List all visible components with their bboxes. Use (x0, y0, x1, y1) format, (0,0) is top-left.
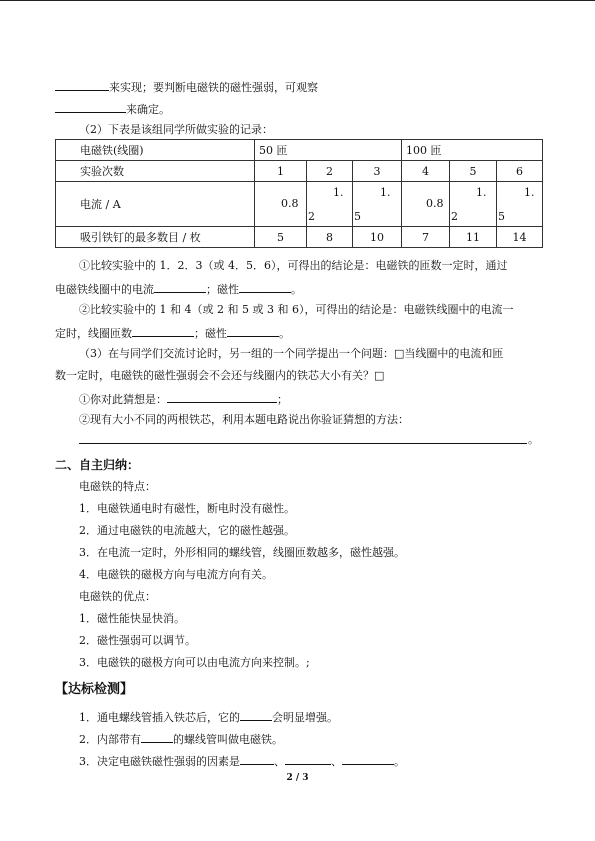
advantages-title: 电磁铁的优点： (79, 590, 156, 603)
intro-line-3: （2）下表是该组同学所做实验的记录： (79, 123, 273, 136)
answer-blank[interactable] (55, 101, 126, 113)
check-question-1: 1．通电螺线管插入铁芯后，它的 会明显增强。 (79, 711, 338, 724)
table-cell: 5 (450, 161, 497, 182)
table-row (56, 227, 543, 248)
features-title: 电磁铁的特点： (79, 480, 156, 493)
experiment-record-table (55, 139, 543, 248)
table-cell: 1. 2 (450, 182, 497, 227)
question-1-line-b: 电磁铁线圈中的电流 ；磁性 。 (55, 283, 302, 296)
feature-item: 4．电磁铁的磁极方向与电流方向有关。 (79, 568, 273, 581)
answer-blank[interactable] (240, 709, 272, 721)
intro-line-1: 来实现；要判断电磁铁的磁性强弱，可观察 (55, 79, 318, 95)
question-1-line-a: ①比较实验中的 1．2．3（或 4．5．6），可得出的结论是：电磁铁的匝数一定时，通过 (79, 259, 508, 272)
table-cell: 0.8 (402, 182, 450, 227)
page-top-border (0, 0, 595, 1)
table-cell: 0.8 (255, 182, 307, 227)
feature-item: 1．电磁铁通电时有磁性，断电时没有磁性。 (79, 502, 295, 515)
table-cell: 3 (353, 161, 402, 182)
advantage-item: 2．磁性强弱可以调节。 (79, 634, 196, 647)
answer-blank[interactable] (342, 753, 394, 765)
question-2-line-a: ②比较实验中的 1 和 4（或 2 和 5 或 3 和 6），可得出的结论是：电磁铁线圈中的电流一 (79, 303, 514, 316)
answer-blank[interactable] (240, 753, 274, 765)
feature-item: 2．通过电磁铁的电流越大，它的磁性越强。 (79, 524, 295, 537)
table-header-coil: 电磁铁(线圈) (56, 140, 255, 161)
answer-blank[interactable] (167, 391, 277, 403)
table-label-nails: 吸引铁钉的最多数目 / 枚 (56, 227, 255, 248)
feature-item: 3．在电流一定时，外形相同的螺线管，线圈匝数越多，磁性越强。 (79, 546, 405, 559)
answer-blank[interactable] (132, 325, 194, 337)
answer-line-end: 。 (528, 433, 539, 446)
question-3-guess: ①你对此猜想是： ； (79, 393, 288, 406)
check-question-3: 3．决定电磁铁磁性强弱的因素是 、 、 。 (79, 755, 405, 768)
table-cell: 14 (497, 227, 543, 248)
answer-blank[interactable] (141, 731, 173, 743)
table-label-trials: 实验次数 (56, 161, 255, 182)
table-cell: 2 (307, 161, 353, 182)
section-3-heading: 【达标检测】 (55, 682, 134, 697)
answer-blank[interactable] (285, 753, 331, 765)
section-2-heading: 二、自主归纳： (55, 458, 140, 472)
table-group-50: 50 匝 (255, 140, 402, 161)
table-row (56, 140, 543, 161)
table-cell: 5 (255, 227, 307, 248)
question-3-method: ②现有大小不同的两根铁芯，利用本题电路说出你验证猜想的方法： (79, 413, 409, 426)
table-row (56, 161, 543, 182)
answer-blank[interactable] (55, 79, 109, 91)
table-cell: 1. 5 (497, 182, 543, 227)
table-cell: 1 (255, 161, 307, 182)
answer-blank[interactable] (227, 325, 279, 337)
table-cell: 10 (353, 227, 402, 248)
table-cell: 4 (402, 161, 450, 182)
table-row (56, 182, 543, 227)
table-cell: 1. 5 (353, 182, 402, 227)
answer-line[interactable] (79, 443, 527, 444)
page-number: 2 / 3 (286, 773, 309, 783)
table-cell: 1. 2 (307, 182, 353, 227)
table-cell: 11 (450, 227, 497, 248)
intro-line-2: 来确定。 (55, 101, 170, 117)
advantage-item: 3．电磁铁的磁极方向可以由电流方向来控制。; (79, 656, 310, 669)
table-cell: 6 (497, 161, 543, 182)
table-label-current: 电流 / A (56, 182, 255, 227)
advantage-item: 1．磁性能快显快消。 (79, 612, 185, 625)
answer-blank[interactable] (239, 281, 291, 293)
question-2-line-b: 定时，线圈匝数 ；磁性 。 (55, 327, 290, 340)
question-3-line-a: （3）在与同学们交流讨论时，另一组的一个同学提出一个问题：□当线圈中的电流和匝 (79, 347, 504, 360)
question-3-line-b: 数一定时，电磁铁的磁性强弱会不会还与线圈内的铁芯大小有关？□ (55, 369, 385, 382)
check-question-2: 2．内部带有 的螺线管叫做电磁铁。 (79, 733, 283, 746)
table-group-100: 100 匝 (402, 140, 543, 161)
table-cell: 8 (307, 227, 353, 248)
answer-blank[interactable] (154, 281, 206, 293)
table-cell: 7 (402, 227, 450, 248)
